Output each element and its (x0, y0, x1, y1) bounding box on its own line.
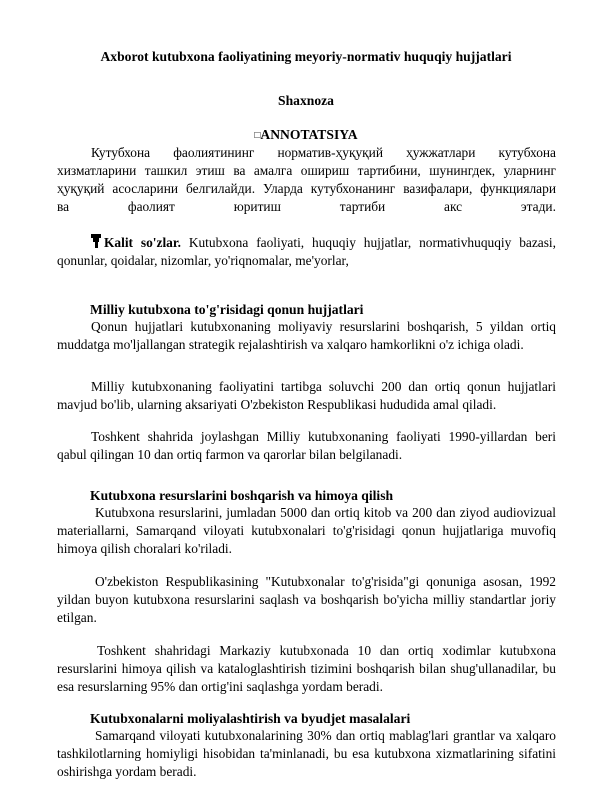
annotation-word: этади. (520, 199, 556, 214)
annotation-heading (40, 126, 572, 145)
annotation-word: ва (57, 199, 70, 214)
annotation-word: акс (444, 199, 463, 214)
section-heading: Kutubxona resurslarini boshqarish va himoya qilish (90, 488, 394, 503)
pin-icon (91, 234, 101, 248)
section-paragraph: Toshkent shahrida joylashgan Milliy kutubxonaning faoliyati 1990-yillardan beri qabul qilingan 10 dan ortiq farmon va qarorlar bilan belgilanadi. (57, 429, 556, 462)
section-paragraph: Qonun hujjatlari kutubxonaning moliyaviy resurslarini boshqarish, 5 yildan ortiq muddatga mo'ljallangan strategik rejalashtirish va xalqaro hamkorlikni o'z ichiga oladi. (57, 319, 556, 352)
keywords-paragraph (57, 234, 556, 270)
annotation-heading-text: ANNOTATSIYA (260, 127, 358, 142)
annotation-last-line (57, 198, 556, 216)
section-paragraph: Toshkent shahridagi Markaziy kutubxonada 10 dan ortiq xodimlar kutubxona resurslarini himoya qilish va kataloglashtirish tizimini boshqarish bilan shug'ullanadilar, bu esa resurslarning 95% dan ortig'ini saqlashga yordam beradi. (57, 643, 556, 694)
section-heading: Kutubxonalarni moliyalashtirish va byudjet masalalari (90, 711, 411, 726)
section-heading: Milliy kutubxona to'g'risidagi qonun hujjatlari (90, 302, 364, 317)
document-title: Axborot kutubxona faoliyatining meyoriy-normativ huquqiy hujjatlari (100, 49, 512, 64)
missing-glyph-icon: □ (254, 130, 261, 141)
keywords-label: Kalit so'zlar. (104, 235, 181, 250)
keywords-text: Kutubxona faoliyati, huquqiy hujjatlar, normativhuquqiy bazasi, qonunlar, qoidalar, nizomlar, yo'riqnomalar, me'yorlar, (57, 235, 556, 268)
annotation-text: Кутубхона фаолиятининг норматив-ҳуқуқий ҳужжатлари кутубхона хизматларини ташкил этиш ва амалга ошириш тартибини, шунингдек, уларнинг ҳуқуқий асосларини белгилайди. Уларда кутубхонанинг вазифалари, функциялари (57, 145, 556, 196)
author-name: Shaxnoza (278, 93, 334, 108)
section-paragraph: Kutubxona resurslarini, jumladan 5000 dan ortiq kitob va 200 dan ziyod audiovizual materiallarni, Samarqand viloyati kutubxonalari to'g'risidagi qonun hujjatlariga muvofiq himoya qilish choralari ko'riladi. (57, 505, 556, 556)
annotation-word: фаолият (127, 199, 175, 214)
annotation-body (57, 144, 556, 216)
section-paragraph: Milliy kutubxonaning faoliyatini tartibga soluvchi 200 dan ortiq qonun hujjatlari mavjud bo'lib, ularning aksariyati O'zbekiston Respublikasi hududida amal qiladi. (57, 379, 556, 412)
annotation-word: юритиш (233, 199, 281, 214)
section-paragraph: Samarqand viloyati kutubxonalarining 30% dan ortiq mablag'lari grantlar va xalqaro tashkilotlarning homiyligi hisobidan ta'minlanadi, bu esa kutubxona xizmatlarining sifatini oshirishga yordam beradi. (57, 728, 556, 779)
section-paragraph: O'zbekiston Respublikasining "Kutubxonalar to'g'risida"gi qonuniga asosan, 1992 yildan buyon kutubxona resurslarini saqlash va boshqarish bo'yicha milliy standartlar joriy etilgan. (57, 574, 556, 625)
annotation-word: тартиби (339, 199, 386, 214)
